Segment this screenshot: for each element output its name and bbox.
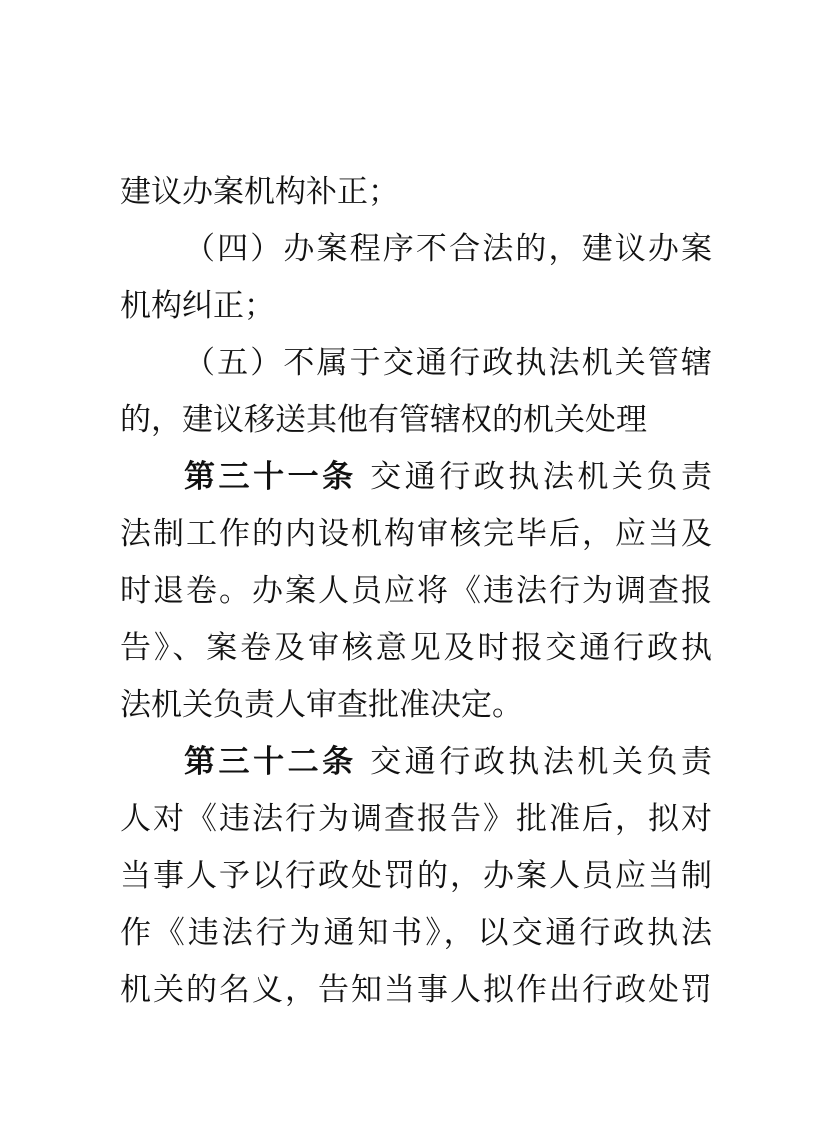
article-31-heading: 第三十一条 — [184, 459, 357, 495]
article-32-heading: 第三十二条 — [184, 744, 357, 780]
text-line-3: 机构纠正； — [120, 288, 275, 324]
article-31-first-line — [120, 449, 712, 506]
text-line-14: 作《违法行为通知书》，以交通行政执法 — [120, 915, 712, 951]
document-body — [120, 164, 712, 1019]
text-line-1: 建议办案机构补正； — [120, 174, 399, 210]
article-32-lead: 交通行政执法机关负责 — [370, 744, 713, 780]
article-32-first-line — [120, 734, 712, 791]
text-line-15: 机关的名义，告知当事人拟作出行政处罚 — [120, 972, 712, 1008]
text-line-9: 告》、案卷及审核意见及时报交通行政执 — [120, 630, 712, 666]
text-line-8: 时退卷。办案人员应将《违法行为调查报 — [120, 573, 712, 609]
text-line-4: （五）不属于交通行政执法机关管辖 — [184, 345, 712, 381]
article-31-lead: 交通行政执法机关负责 — [370, 459, 713, 495]
text-line-13: 当事人予以行政处罚的，办案人员应当制 — [120, 858, 712, 894]
text-line-2: （四）办案程序不合法的，建议办案 — [184, 231, 712, 267]
text-line-7: 法制工作的内设机构审核完毕后，应当及 — [120, 516, 712, 552]
text-line-5: 的，建议移送其他有管辖权的机关处理 — [120, 402, 647, 438]
text-line-10: 法机关负责人审查批准决定。 — [120, 687, 523, 723]
text-line-12: 人对《违法行为调查报告》批准后，拟对 — [120, 801, 712, 837]
